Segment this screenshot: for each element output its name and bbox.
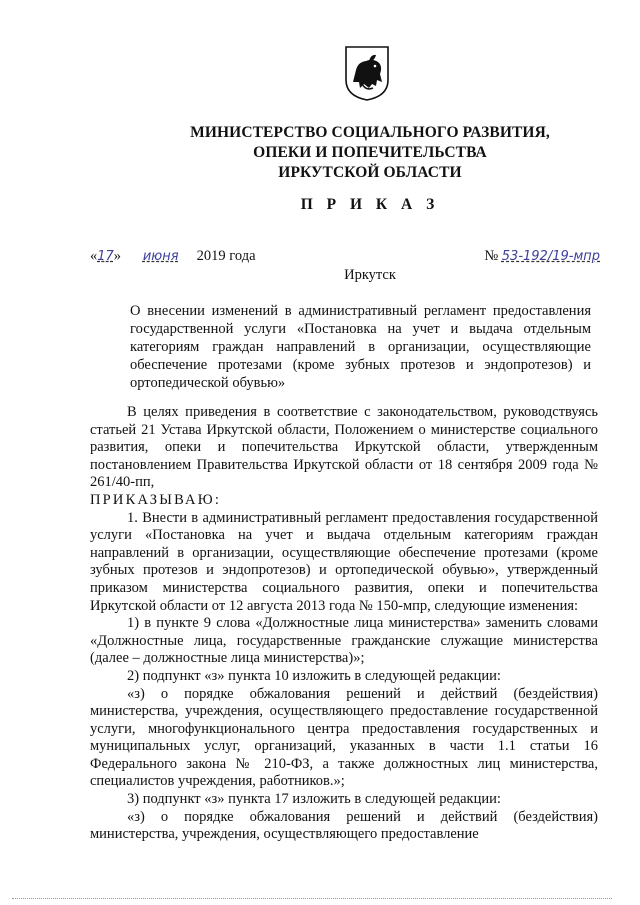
item-1-paragraph: 1. Внести в административный регламент предоставления государственной услуги «Постановка на учет и выдача отдельным категориям граждан направлений в организации, осуществляющие обеспечение протезами (кроме зубных протезов и эндопротезов) и ортопедической обувью», утвержденный приказом министерства социального развития, опеки и попечительства Иркутской области от 12 августа 2013 года № 150-мпр, следующие изменения: [90, 509, 598, 614]
order-subject: О внесении изменений в административный регламент предоставления государственной услуги «Постановка на учет и выдача отдельным категориям граждан направлений в организации, осуществляющие обеспечение протезами (кроме зубных протезов и эндопротезов) и ортопедической обувью» [130, 303, 591, 391]
order-body [90, 404, 598, 844]
number-prefix: № [484, 248, 499, 264]
date-day-handwritten: 17 [97, 249, 114, 264]
document-title: П Р И К А З [300, 196, 440, 213]
ministry-name-line2: ОПЕКИ И ПОПЕЧИТЕЛЬСТВА [253, 144, 487, 161]
date-open-quote: « [90, 248, 98, 264]
number-value-handwritten: 53-192/19-мпр [501, 249, 600, 264]
date-month-handwritten: июня [142, 249, 179, 264]
ministry-name-line3: ИРКУТСКОЙ ОБЛАСТИ [278, 164, 462, 181]
order-date [90, 248, 256, 265]
ministry-name-line1: МИНИСТЕРСТВО СОЦИАЛЬНОГО РАЗВИТИЯ, [190, 124, 550, 141]
city-name: Иркутск [344, 267, 396, 283]
order-number [484, 248, 600, 265]
subitem-2-paragraph: 2) подпункт «з» пункта 10 изложить в следующей редакции: [127, 667, 501, 684]
preamble-paragraph: В целях приведения в соответствие с законодательством, руководствуясь статьей 21 Устава Иркутской области, Положением о министерстве социального развития, опеки и попечительства Иркутской области, утвержденным постановлением Правительства Иркутской области от 18 сентября 2009 года № 261/40-пп, [90, 404, 598, 491]
subitem-3-paragraph: 3) подпункт «з» пункта 17 изложить в следующей редакции: [127, 791, 501, 808]
date-close-quote: » [113, 248, 122, 264]
subitem-3-text-paragraph: «з) о порядке обжалования решений и действий (бездействия) министерства, учреждения, осуществляющего предоставление [90, 808, 598, 843]
page-bottom-divider [12, 898, 612, 900]
date-year: 2019 года [196, 248, 256, 264]
subitem-2-text-paragraph: «з) о порядке обжалования решений и действий (бездействия) министерства, учреждения, осуществляющего предоставление государственной услуги, многофункционального центра предоставления государственных и муниципальных услуг, организаций, указанных в части 1.1 статьи 16 Федерального закона № 210-ФЗ, а также должностных лиц министерства, специалистов учреждения, работников.»; [90, 685, 598, 790]
order-directive: ПРИКАЗЫВАЮ: [90, 491, 222, 508]
irkutsk-coat-of-arms-icon [342, 44, 392, 102]
subitem-1-paragraph: 1) в пункте 9 слова «Должностные лица министерства» заменить словами «Должностные лица, государственные гражданские служащие министерства (далее – должностные лица министерства)»; [90, 615, 598, 667]
ministry-header [150, 123, 590, 183]
